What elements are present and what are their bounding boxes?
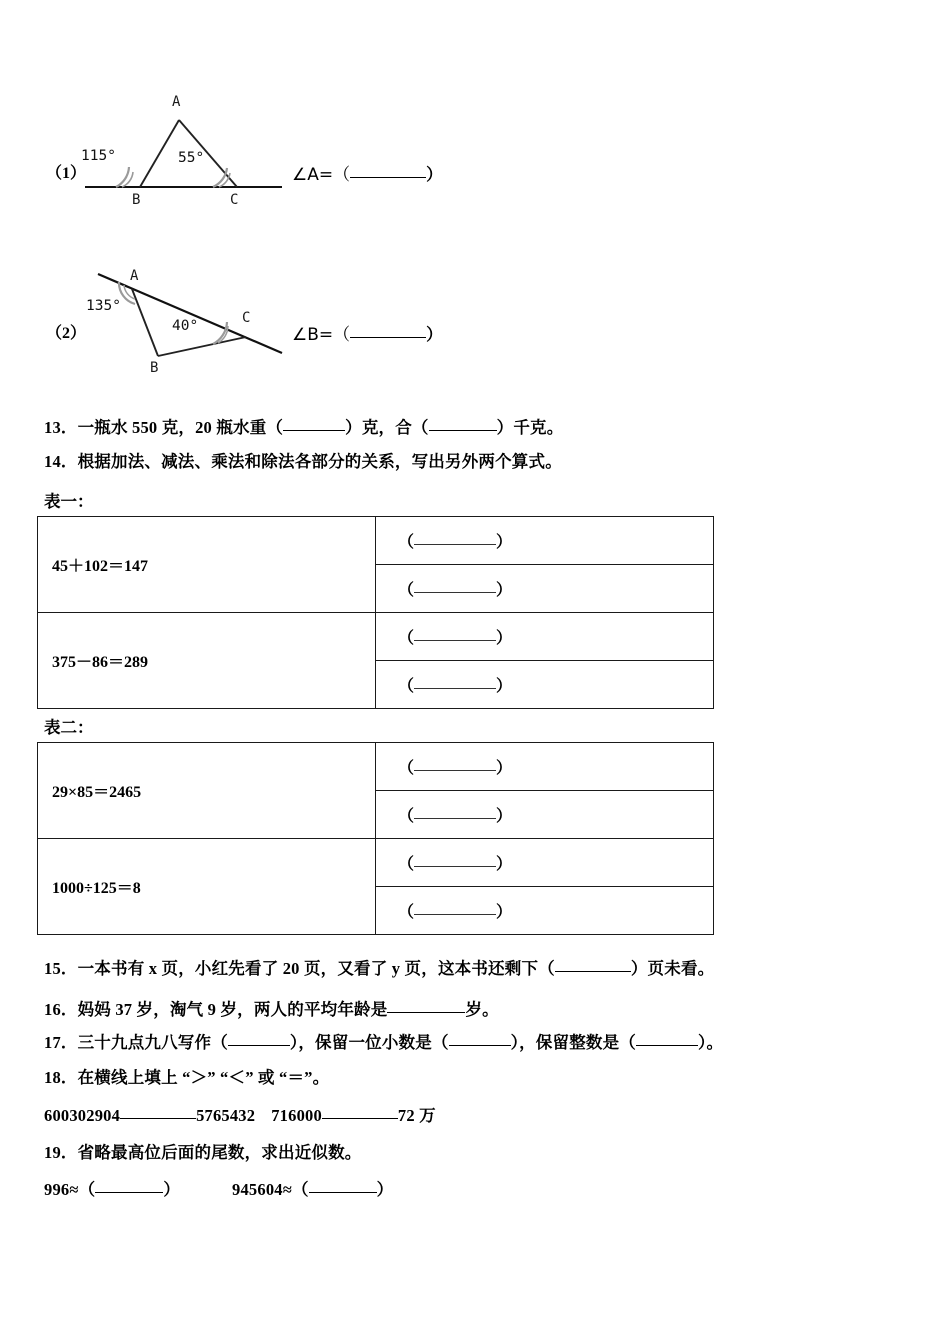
- question-19-approx-row: [44, 1180, 393, 1200]
- table-row: [38, 743, 714, 791]
- paren-close: ）: [496, 856, 513, 873]
- table-one-blank-1b[interactable]: [376, 565, 714, 613]
- angle-b-prompt: ∠B=（: [292, 325, 351, 345]
- question-18: 18．在横线上填上 “＞” “＜” 或 “＝”。: [44, 1068, 330, 1087]
- q18-right-a: 5765432: [196, 1106, 256, 1125]
- paren-close: ）: [496, 678, 513, 695]
- paren-close: ）: [496, 582, 513, 599]
- angle-label-115: 115°: [81, 148, 116, 164]
- paren-open: （: [398, 678, 415, 695]
- angle-label-40: 40°: [172, 318, 199, 334]
- q13-text-part-2: ）克，合（: [345, 418, 429, 437]
- table-two-expression-2: 1000÷125＝8: [38, 839, 376, 935]
- angle-a-close-paren: ）: [426, 165, 443, 184]
- paren-open: （: [398, 760, 415, 777]
- table-two: [37, 742, 714, 935]
- question-14: 14．根据加法、减法、乘法和除法各部分的关系，写出另外两个算式。: [44, 452, 562, 471]
- q19-blank-2[interactable]: [309, 1192, 377, 1193]
- paren-close: ）: [496, 760, 513, 777]
- q18-right-b: 72 万: [397, 1106, 436, 1125]
- q16-blank-1[interactable]: [387, 1012, 465, 1013]
- angle-label-55: 55°: [178, 150, 205, 166]
- angle-label-135: 135°: [86, 298, 121, 314]
- q17-blank-2[interactable]: [449, 1045, 511, 1046]
- q18-blank-1[interactable]: [120, 1118, 196, 1119]
- paren-close: ）: [496, 630, 513, 647]
- question-19: 19．省略最高位后面的尾数，求出近似数。: [44, 1143, 362, 1162]
- q15-text-part-1: 15．一本书有 x 页，小红先看了 20 页，又看了 y 页，这本书还剩下（: [44, 959, 555, 978]
- q19-blank-1[interactable]: [95, 1192, 163, 1193]
- q17-text-part-3: ），保留整数是（: [510, 1033, 637, 1052]
- paren-close: ）: [496, 808, 513, 825]
- table-one-blank-2a[interactable]: [376, 613, 714, 661]
- q17-text-part-1: 17．三十九点九八写作（: [44, 1033, 228, 1052]
- question-13: [44, 418, 563, 438]
- table-row: [38, 613, 714, 661]
- vertex-label-a-1: A: [172, 94, 181, 110]
- paren-open: （: [398, 630, 415, 647]
- table-two-blank-1a[interactable]: [376, 743, 714, 791]
- vertex-label-c-2: C: [242, 310, 251, 326]
- table-one-blank-2b[interactable]: [376, 661, 714, 709]
- answer-blank-angle-b[interactable]: [350, 337, 426, 338]
- table-two-blank-2a[interactable]: [376, 839, 714, 887]
- table-two-blank-1b[interactable]: [376, 791, 714, 839]
- q13-blank-1[interactable]: [283, 430, 345, 431]
- table-one-blank-1a[interactable]: [376, 517, 714, 565]
- q19-first-close: ）: [163, 1180, 181, 1199]
- q15-text-part-2: ）页未看。: [630, 959, 715, 978]
- q19-second-expr: 945604≈（: [232, 1180, 309, 1199]
- q13-blank-2[interactable]: [429, 430, 497, 431]
- q19-second-close: ）: [376, 1180, 394, 1199]
- vertex-label-b-2: B: [150, 360, 159, 376]
- paren-open: （: [398, 808, 415, 825]
- question-17: [44, 1033, 723, 1053]
- answer-blank-angle-a[interactable]: [350, 177, 426, 178]
- table-one: [37, 516, 714, 709]
- table-two-caption: 表二：: [44, 718, 94, 737]
- paren-close: ）: [496, 904, 513, 921]
- q17-blank-1[interactable]: [228, 1045, 290, 1046]
- table-two-expression-1: 29×85＝2465: [38, 743, 376, 839]
- answer-line-angle-b: [292, 320, 443, 345]
- q18-blank-2[interactable]: [322, 1118, 398, 1119]
- vertex-label-a-2: A: [130, 268, 139, 284]
- q15-blank-1[interactable]: [555, 971, 631, 972]
- q18-left-b: 716000: [271, 1106, 322, 1125]
- q16-text-part-1: 16．妈妈 37 岁，淘气 9 岁，两人的平均年龄是: [44, 1000, 388, 1019]
- vertex-label-c-1: C: [230, 192, 239, 208]
- q16-text-part-2: 岁。: [465, 1000, 499, 1019]
- question-16: [44, 1000, 499, 1020]
- paren-open: （: [398, 582, 415, 599]
- q19-first-expr: 996≈（: [44, 1180, 96, 1199]
- angle-b-close-paren: ）: [426, 325, 443, 344]
- geometry-item-1-number: （1）: [46, 165, 87, 182]
- q13-text-part-3: ）千克。: [496, 418, 564, 437]
- answer-line-angle-a: [292, 160, 443, 185]
- question-15: [44, 959, 714, 979]
- q18-left-a: 600302904: [44, 1106, 121, 1125]
- table-one-expression-2: 375－86＝289: [38, 613, 376, 709]
- table-row: [38, 517, 714, 565]
- q17-text-part-4: ）。: [698, 1033, 724, 1052]
- q17-text-part-2: ），保留一位小数是（: [289, 1033, 449, 1052]
- paren-open: （: [398, 534, 415, 551]
- geometry-item-2-number: （2）: [46, 325, 87, 342]
- table-two-blank-2b[interactable]: [376, 887, 714, 935]
- triangle-diagram-1: [82, 88, 292, 216]
- table-one-expression-1: 45＋102＝147: [38, 517, 376, 613]
- q17-blank-3[interactable]: [636, 1045, 698, 1046]
- paren-open: （: [398, 856, 415, 873]
- paren-open: （: [398, 904, 415, 921]
- table-one-caption: 表一：: [44, 492, 94, 511]
- question-18-compare-row: [44, 1106, 436, 1126]
- vertex-label-b-1: B: [132, 192, 141, 208]
- q13-text-part-1: 13．一瓶水 550 克，20 瓶水重（: [44, 418, 284, 437]
- table-row: [38, 839, 714, 887]
- angle-a-prompt: ∠A=（: [292, 165, 351, 185]
- triangle-diagram-2: [86, 260, 306, 388]
- paren-close: ）: [496, 534, 513, 551]
